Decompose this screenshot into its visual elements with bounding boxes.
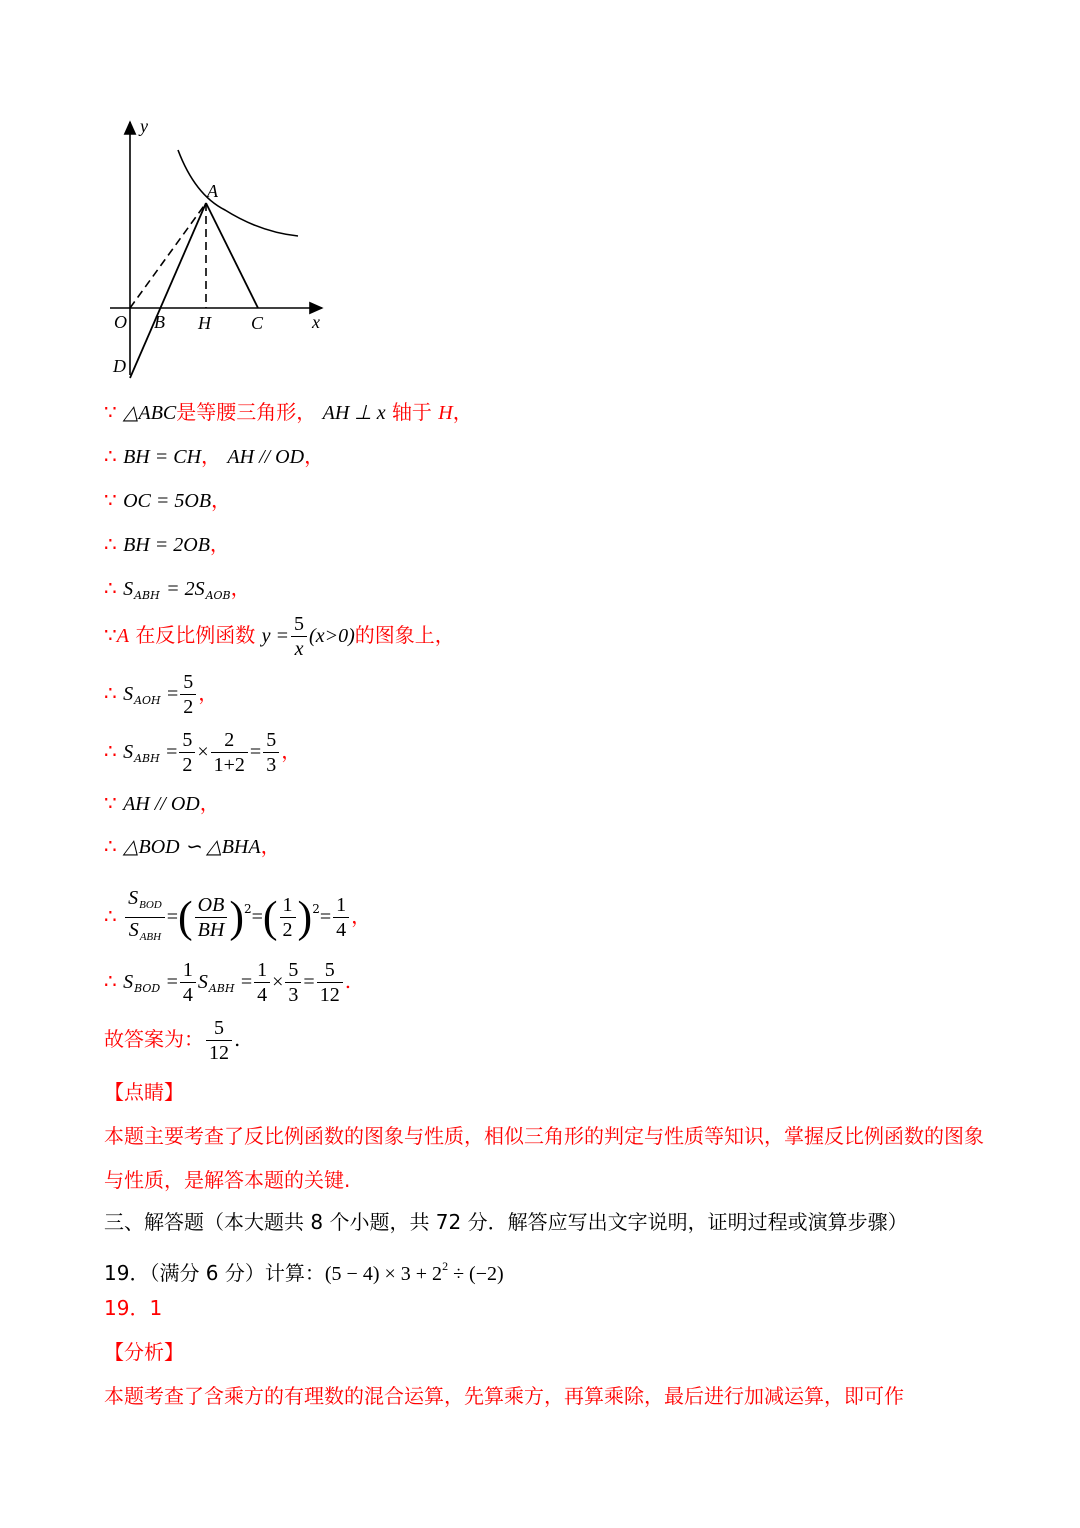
line-answer — [104, 1016, 240, 1065]
denominator: 4 — [257, 984, 268, 1006]
equals: = — [167, 683, 179, 705]
expr-oc: OC = 5OB — [123, 490, 212, 512]
line-bh-2ob — [104, 532, 230, 557]
denominator: 3 — [288, 984, 299, 1006]
numerator: 1 — [180, 958, 196, 983]
label-b: B — [154, 312, 165, 332]
denominator: 3 — [266, 754, 277, 776]
fraction — [211, 728, 248, 777]
line-area-abh-value — [104, 728, 301, 777]
therefore-symbol: ∴ — [104, 904, 117, 928]
punct: . — [234, 1027, 241, 1051]
numerator: OB — [195, 893, 228, 918]
comment-section — [104, 1070, 984, 1202]
punct: ， — [201, 444, 222, 468]
label-a: A — [207, 181, 218, 201]
subscript: AOH — [134, 694, 161, 707]
subscript: ABH — [139, 931, 162, 943]
fraction — [317, 958, 343, 1007]
denominator: 4 — [336, 919, 347, 941]
section-three-heading: 三、解答题（本大题共 8 个小题，共 72 分．解答应写出文字说明，证明过程或演算步骤） — [104, 1210, 908, 1234]
fraction — [291, 612, 307, 661]
subscript: ABH — [134, 589, 160, 602]
equals: = — [166, 906, 178, 928]
denominator: BH — [197, 919, 225, 941]
area-s: S — [123, 683, 134, 705]
line-dc — [130, 203, 206, 378]
text: 是等腰三角形， — [176, 400, 317, 424]
denominator: 1+2 — [213, 754, 245, 776]
therefore-symbol: ∴ — [104, 834, 117, 858]
punct: ， — [211, 488, 232, 512]
punct: ， — [209, 532, 230, 556]
subscript: AOB — [205, 589, 231, 602]
equals: = — [240, 971, 253, 993]
times: × — [197, 741, 209, 763]
label-x: x — [312, 312, 320, 332]
question-expr: (5 − 4) × 3 + 2 — [324, 1263, 443, 1285]
subscript: BOD — [134, 982, 161, 995]
line-ac — [206, 203, 258, 308]
numerator: 5 — [263, 728, 279, 753]
therefore-symbol: ∴ — [104, 532, 117, 556]
because-symbol: ∵ — [104, 400, 117, 424]
label-o: O — [114, 312, 127, 332]
numerator: 5 — [180, 670, 196, 695]
text: 的图象上， — [354, 623, 455, 647]
expr: = 2S — [166, 578, 205, 600]
denominator: x — [294, 638, 304, 660]
line-inverse-function — [104, 612, 455, 661]
analysis-text: 本题考查了含乘方的有理数的混合运算，先算乘方，再算乘除，最后进行加减运算，即可作 — [104, 1384, 904, 1408]
area-s: S — [128, 887, 139, 909]
expr-bh-ch: BH = CH — [123, 446, 202, 468]
punct: ， — [260, 834, 281, 858]
equals: = — [251, 906, 263, 928]
because-symbol: ∵ — [104, 488, 117, 512]
therefore-symbol: ∴ — [104, 444, 117, 468]
expr-bh: BH = 2OB — [123, 534, 210, 556]
area-s: S — [123, 578, 134, 600]
area-s: S — [128, 919, 139, 941]
equals: = — [319, 906, 332, 928]
comment-text: 本题主要考查了反比例函数的图象与性质，相似三角形的判定与性质等知识，掌握反比例函数的图象与性质，是解答本题的关键. — [104, 1124, 984, 1192]
fraction-area-ratio — [125, 886, 165, 949]
subscript: BOD — [139, 899, 162, 911]
expr-y: y = — [261, 625, 290, 647]
coordinate-figure — [100, 110, 340, 385]
comment-title: 【点睛】 — [104, 1080, 184, 1104]
expr-ah-perp: AH ⊥ x — [322, 402, 386, 424]
fraction — [333, 893, 349, 942]
subscript: ABH — [208, 982, 235, 995]
condition: (x>0) — [309, 625, 355, 647]
question-expr-tail: ÷ (−2) — [448, 1263, 504, 1285]
numerator: 1 — [333, 893, 349, 918]
numerator: 5 — [179, 728, 195, 753]
line-ah-parallel — [104, 791, 220, 816]
because-symbol: ∵ — [104, 791, 117, 815]
denominator: 12 — [209, 1042, 229, 1064]
punct: ， — [281, 739, 302, 763]
line-area-ratio: ∴ $\frac{S_{BOD}}{S_{ABH}}$ =( $\frac{OB}{BH}$ )$^2$=( $\frac{1}{2}$ )$^2$= $\frac{1}{4}$ ， — [104, 886, 371, 949]
hyperbola-curve — [178, 150, 298, 236]
numerator: 5 — [291, 612, 307, 637]
fraction — [180, 958, 196, 1007]
therefore-symbol: ∴ — [104, 576, 117, 600]
times: × — [272, 971, 284, 993]
punct: . — [344, 969, 352, 993]
numerator: 5 — [317, 958, 343, 983]
therefore-symbol: ∴ — [104, 739, 117, 763]
denominator: 12 — [319, 984, 340, 1006]
numerator: 5 — [285, 958, 301, 983]
fraction — [195, 893, 228, 942]
numerator: 5 — [206, 1016, 232, 1041]
answer-label: 故答案为： — [104, 1027, 204, 1051]
label-h: H — [198, 313, 211, 333]
exponent: 2 — [243, 902, 252, 916]
equals: = — [303, 971, 315, 993]
question-19 — [104, 1254, 504, 1286]
subscript: ABH — [134, 752, 160, 765]
text: 在反比例函数 — [135, 623, 256, 647]
equals: = — [249, 741, 262, 763]
fraction — [285, 958, 301, 1007]
exponent: 2 — [312, 902, 320, 916]
expr-similar: △BOD ∽ △BHA — [123, 836, 261, 858]
punct: ， — [452, 400, 473, 424]
therefore-symbol: ∴ — [104, 681, 117, 705]
fraction — [179, 728, 195, 777]
line-area-bod — [104, 958, 351, 1007]
fraction — [254, 958, 270, 1007]
line-area-aoh — [104, 670, 218, 719]
punct: ， — [198, 681, 219, 705]
punct: ， — [230, 576, 251, 600]
line-isosceles — [104, 400, 473, 425]
question-text: 19．（满分 6 分）计算： — [104, 1261, 325, 1285]
punct: ， — [199, 791, 220, 815]
line-similar-triangles — [104, 834, 281, 859]
analysis-title: 【分析】 — [104, 1340, 184, 1364]
line-area-abh-2aob — [104, 576, 251, 608]
answer-19: 19．1 — [104, 1296, 163, 1320]
line-oc-5ob — [104, 488, 231, 513]
fraction — [280, 893, 296, 942]
denominator: 2 — [182, 754, 193, 776]
exponent: 2 — [442, 1259, 449, 1273]
numerator: 2 — [211, 728, 248, 753]
text: 轴于 — [391, 400, 432, 424]
label-c: C — [251, 313, 264, 333]
fraction — [263, 728, 279, 777]
area-s: S — [123, 741, 134, 763]
point-h: H — [438, 402, 453, 424]
area-s: S — [123, 971, 134, 993]
label-y: y — [140, 116, 148, 136]
expr-ah-parallel-od: AH // OD — [227, 446, 305, 468]
equals: = — [166, 741, 178, 763]
denominator: 2 — [183, 696, 194, 718]
numerator: 1 — [280, 893, 296, 918]
denominator: 2 — [282, 919, 293, 941]
analysis-section — [104, 1330, 984, 1418]
line-bh-ch — [104, 444, 324, 469]
punct: ， — [351, 904, 372, 928]
because-symbol: ∵ — [104, 623, 117, 647]
punct: ， — [304, 444, 325, 468]
triangle-abc: △ABC — [123, 402, 177, 424]
area-s: S — [197, 971, 208, 993]
expr-ah-parallel-od: AH // OD — [123, 793, 200, 815]
equals: = — [166, 971, 178, 993]
label-d: D — [113, 356, 126, 376]
therefore-symbol: ∴ — [104, 969, 117, 993]
point-a: A — [116, 625, 129, 647]
denominator: 4 — [182, 984, 193, 1006]
fraction — [180, 670, 196, 719]
numerator: 1 — [254, 958, 270, 983]
fraction-answer — [206, 1016, 232, 1065]
